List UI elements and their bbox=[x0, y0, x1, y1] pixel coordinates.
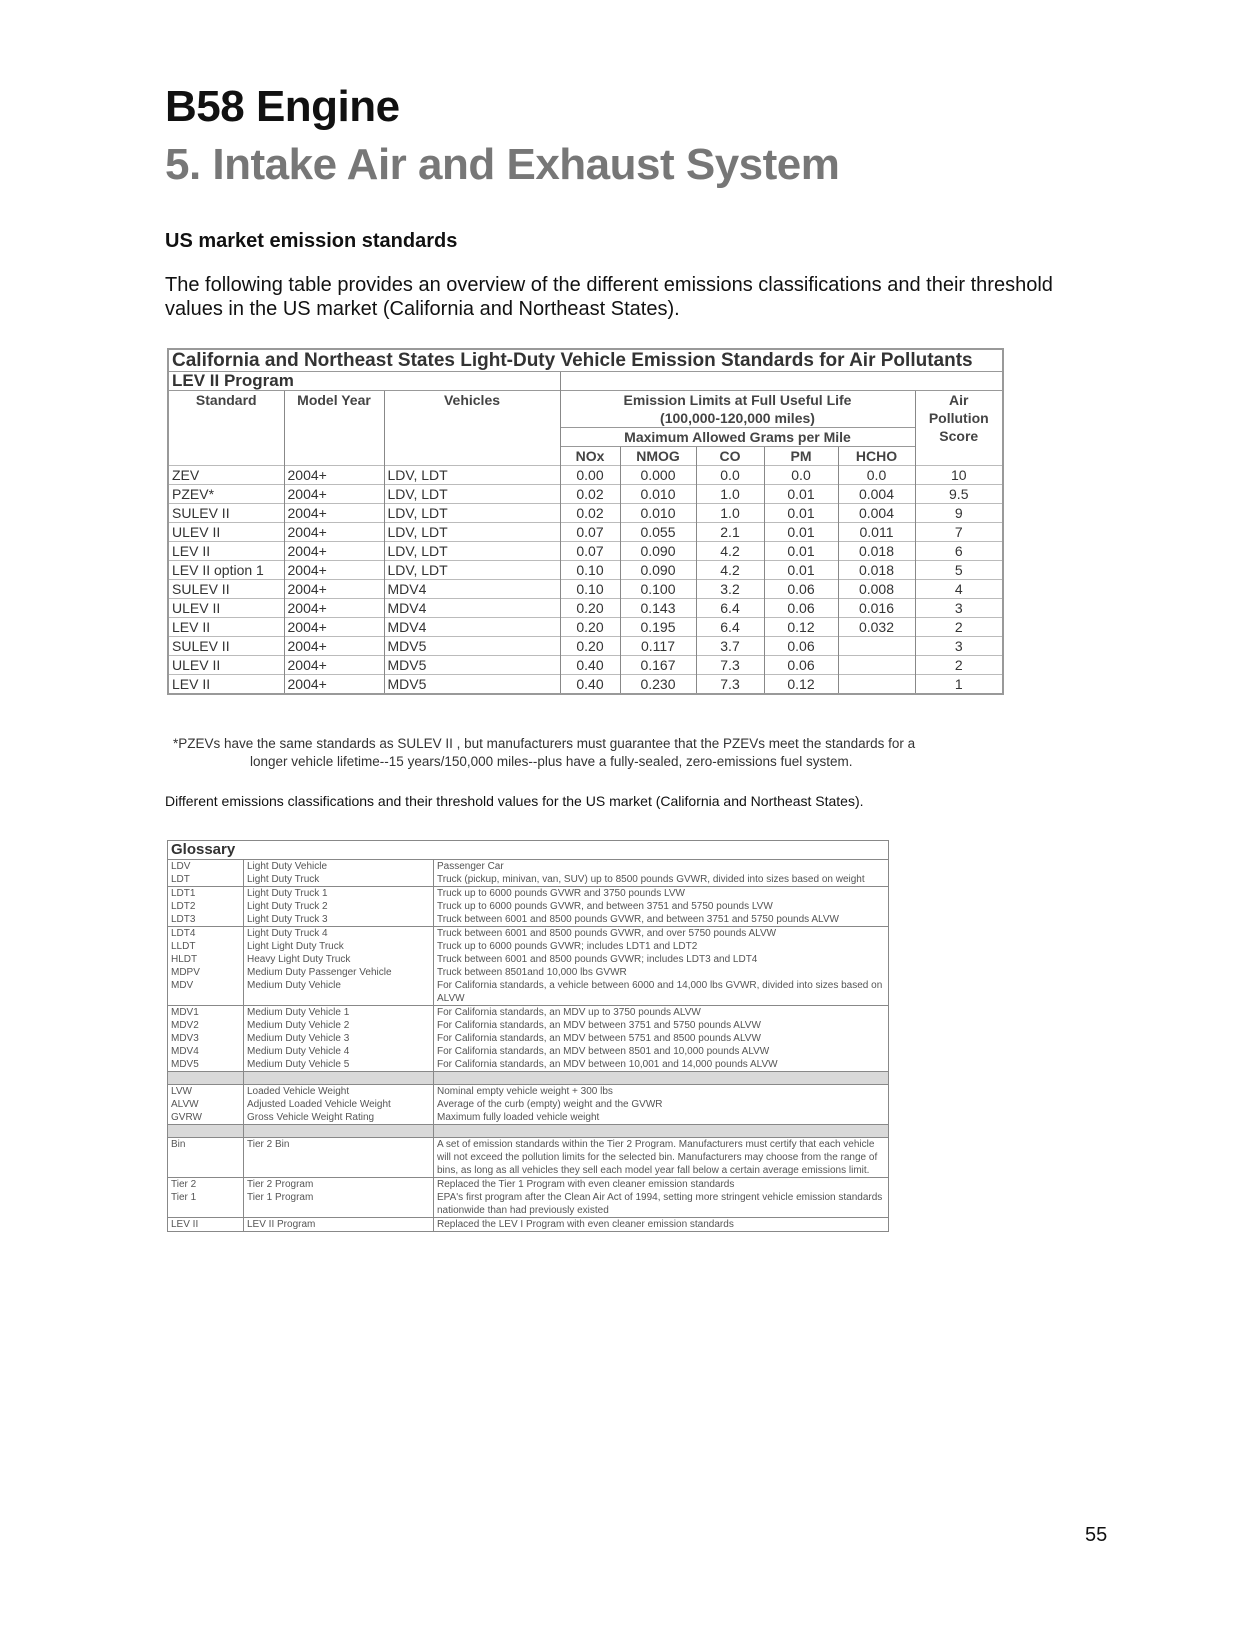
cell-score: 7 bbox=[915, 523, 1003, 542]
glossary-term: Light Light Duty Truck bbox=[244, 940, 434, 953]
glossary-term: LEV II Program bbox=[244, 1218, 434, 1232]
cell-model-year: 2004+ bbox=[284, 466, 384, 485]
cell-standard: ZEV bbox=[168, 466, 284, 485]
cell-nox: 0.02 bbox=[560, 504, 620, 523]
glossary-abbrev: MDV2 bbox=[171, 1020, 199, 1031]
glossary-row bbox=[168, 927, 889, 941]
col-nmog: NMOG bbox=[620, 447, 696, 466]
glossary-definition: Average of the curb (empty) weight and the GVWR bbox=[434, 1098, 889, 1111]
glossary-definition: Maximum fully loaded vehicle weight bbox=[434, 1111, 889, 1125]
footnote-line-2: longer vehicle lifetime--15 years/150,000 miles--plus have a fully-sealed, zero-emissions fuel system. bbox=[250, 754, 853, 769]
cell-nox: 0.10 bbox=[560, 580, 620, 599]
cell-standard: ULEV II bbox=[168, 599, 284, 618]
cell-score: 10 bbox=[915, 466, 1003, 485]
cell-pm: 0.06 bbox=[764, 637, 838, 656]
col-hcho: HCHO bbox=[838, 447, 915, 466]
cell-model-year: 2004+ bbox=[284, 618, 384, 637]
glossary-term: Light Duty Truck 2 bbox=[244, 900, 434, 913]
glossary-term: Medium Duty Vehicle 4 bbox=[244, 1045, 434, 1058]
cell-hcho: 0.004 bbox=[838, 504, 915, 523]
cell-model-year: 2004+ bbox=[284, 656, 384, 675]
cell-standard: SULEV II bbox=[168, 504, 284, 523]
glossary-row bbox=[168, 953, 889, 966]
glossary-abbrev: LDT bbox=[171, 874, 190, 885]
divider-cell bbox=[244, 1072, 434, 1085]
glossary-row bbox=[168, 1178, 889, 1192]
glossary-divider bbox=[168, 1072, 889, 1085]
cell-standard: ULEV II bbox=[168, 523, 284, 542]
cell-vehicles: MDV4 bbox=[384, 618, 560, 637]
table-title: California and Northeast States Light-Duty Vehicle Emission Standards for Air Pollutants bbox=[168, 349, 1003, 372]
cell-pm: 0.01 bbox=[764, 523, 838, 542]
table-row bbox=[168, 599, 1003, 618]
cell-nox: 0.07 bbox=[560, 542, 620, 561]
glossary-definition: For California standards, an MDV between 3751 and 5750 pounds ALVW bbox=[434, 1019, 889, 1032]
cell-vehicles: LDV, LDT bbox=[384, 523, 560, 542]
divider-cell bbox=[168, 1072, 244, 1085]
table-row bbox=[168, 618, 1003, 637]
cell-vehicles: LDV, LDT bbox=[384, 485, 560, 504]
glossary-definition: Truck between 6001 and 8500 pounds GVWR, and over 5750 pounds ALVW bbox=[434, 927, 889, 941]
cell-nmog: 0.055 bbox=[620, 523, 696, 542]
cell-pm: 0.01 bbox=[764, 542, 838, 561]
emission-standards-table bbox=[167, 348, 1004, 695]
cell-nox: 0.10 bbox=[560, 561, 620, 580]
cell-nox: 0.00 bbox=[560, 466, 620, 485]
cell-hcho bbox=[838, 656, 915, 675]
emission-standards-table-figure bbox=[167, 348, 1002, 695]
glossary-abbrev: LDT4 bbox=[168, 927, 244, 941]
glossary-row bbox=[168, 1006, 889, 1020]
glossary-row bbox=[168, 979, 889, 1006]
divider-cell bbox=[168, 1125, 244, 1138]
glossary-title: Glossary bbox=[171, 841, 236, 858]
section-heading: US market emission standards bbox=[165, 230, 458, 252]
cell-nmog: 0.000 bbox=[620, 466, 696, 485]
glossary-row bbox=[168, 1098, 889, 1111]
cell-co: 0.0 bbox=[696, 466, 764, 485]
glossary-definition: Passenger Car bbox=[434, 860, 889, 874]
cell-vehicles: LDV, LDT bbox=[384, 561, 560, 580]
glossary-definition: Truck up to 6000 pounds GVWR; includes LDT1 and LDT2 bbox=[434, 940, 889, 953]
chapter-title: 5. Intake Air and Exhaust System bbox=[165, 140, 840, 189]
cell-model-year: 2004+ bbox=[284, 580, 384, 599]
cell-vehicles: MDV5 bbox=[384, 656, 560, 675]
cell-vehicles: MDV4 bbox=[384, 580, 560, 599]
cell-score: 5 bbox=[915, 561, 1003, 580]
cell-vehicles: LDV, LDT bbox=[384, 542, 560, 561]
cell-nox: 0.20 bbox=[560, 637, 620, 656]
glossary-term: Medium Duty Vehicle 3 bbox=[244, 1032, 434, 1045]
glossary-abbrev: LDT2 bbox=[171, 901, 196, 912]
glossary-term: Light Duty Truck 4 bbox=[244, 927, 434, 941]
page-number: 55 bbox=[1085, 1524, 1108, 1546]
cell-hcho: 0.0 bbox=[838, 466, 915, 485]
glossary-term: Light Duty Truck bbox=[244, 873, 434, 887]
glossary-term: Tier 2 Program bbox=[244, 1178, 434, 1192]
cell-model-year: 2004+ bbox=[284, 485, 384, 504]
glossary-abbrev: LDV bbox=[168, 860, 244, 874]
table-row bbox=[168, 675, 1003, 695]
glossary-term: Adjusted Loaded Vehicle Weight bbox=[244, 1098, 434, 1111]
cell-co: 2.1 bbox=[696, 523, 764, 542]
cell-co: 3.2 bbox=[696, 580, 764, 599]
col-score-line1: Air bbox=[949, 392, 969, 408]
col-score bbox=[915, 391, 1003, 466]
cell-standard: SULEV II bbox=[168, 637, 284, 656]
glossary-row bbox=[168, 1032, 889, 1045]
cell-vehicles: MDV5 bbox=[384, 637, 560, 656]
glossary-row bbox=[168, 1191, 889, 1218]
cell-co: 7.3 bbox=[696, 656, 764, 675]
col-pm: PM bbox=[764, 447, 838, 466]
glossary-term: Tier 2 Bin bbox=[244, 1138, 434, 1178]
glossary-abbrev: GVRW bbox=[171, 1112, 202, 1123]
cell-co: 4.2 bbox=[696, 561, 764, 580]
program-label: LEV II Program bbox=[168, 372, 560, 391]
col-vehicles: Vehicles bbox=[384, 391, 560, 466]
glossary-row bbox=[168, 860, 889, 874]
figure-caption: Different emissions classifications and their threshold values for the US market (California and Northeast States). bbox=[165, 793, 864, 809]
cell-nmog: 0.230 bbox=[620, 675, 696, 695]
table-row bbox=[168, 580, 1003, 599]
cell-nmog: 0.195 bbox=[620, 618, 696, 637]
cell-model-year: 2004+ bbox=[284, 523, 384, 542]
cell-pm: 0.06 bbox=[764, 580, 838, 599]
glossary-term: Light Duty Vehicle bbox=[244, 860, 434, 874]
glossary-abbrev: LLDT bbox=[171, 941, 196, 952]
glossary-row bbox=[168, 940, 889, 953]
glossary-definition: Truck up to 6000 pounds GVWR, and between 3751 and 5750 pounds LVW bbox=[434, 900, 889, 913]
glossary-abbrev: LDT3 bbox=[171, 914, 196, 925]
table-row bbox=[168, 523, 1003, 542]
cell-pm: 0.12 bbox=[764, 618, 838, 637]
cell-nmog: 0.090 bbox=[620, 542, 696, 561]
cell-co: 6.4 bbox=[696, 599, 764, 618]
glossary-term: Medium Duty Vehicle 2 bbox=[244, 1019, 434, 1032]
cell-model-year: 2004+ bbox=[284, 561, 384, 580]
col-score-line3: Score bbox=[939, 428, 979, 444]
glossary-abbrev: Bin bbox=[168, 1138, 244, 1178]
col-score-line2: Pollution bbox=[928, 410, 989, 426]
cell-model-year: 2004+ bbox=[284, 675, 384, 695]
glossary-row bbox=[168, 873, 889, 887]
glossary-term: Medium Duty Vehicle 5 bbox=[244, 1058, 434, 1072]
col-limits-line1: Emission Limits at Full Useful Life bbox=[560, 391, 915, 410]
glossary-row bbox=[168, 1138, 889, 1178]
cell-standard: PZEV* bbox=[168, 485, 284, 504]
col-model-year: Model Year bbox=[284, 391, 384, 466]
cell-co: 7.3 bbox=[696, 675, 764, 695]
glossary-definition: For California standards, an MDV up to 3750 pounds ALVW bbox=[434, 1006, 889, 1020]
cell-score: 6 bbox=[915, 542, 1003, 561]
cell-vehicles: LDV, LDT bbox=[384, 504, 560, 523]
cell-model-year: 2004+ bbox=[284, 504, 384, 523]
cell-nox: 0.20 bbox=[560, 618, 620, 637]
intro-paragraph: The following table provides an overview of the different emissions classifications and their threshold values in the US market (California and Northeast States). bbox=[165, 274, 1053, 320]
cell-nmog: 0.010 bbox=[620, 485, 696, 504]
cell-pm: 0.01 bbox=[764, 504, 838, 523]
col-nox: NOx bbox=[560, 447, 620, 466]
glossary-term: Light Duty Truck 1 bbox=[244, 887, 434, 901]
cell-nmog: 0.143 bbox=[620, 599, 696, 618]
glossary-definition: Truck between 6001 and 8500 pounds GVWR; includes LDT3 and LDT4 bbox=[434, 953, 889, 966]
cell-score: 9 bbox=[915, 504, 1003, 523]
glossary-definition: A set of emission standards within the Tier 2 Program. Manufacturers must certify that each vehicle will not exceed the pollution limits for the selected bin. Manufacturers may choose from the range of bins, as long as all vehicles they sell each model year fall below a certain average emissions limit. bbox=[434, 1138, 889, 1178]
cell-nox: 0.40 bbox=[560, 675, 620, 695]
cell-co: 3.7 bbox=[696, 637, 764, 656]
cell-co: 6.4 bbox=[696, 618, 764, 637]
glossary-definition: Truck up to 6000 pounds GVWR and 3750 pounds LVW bbox=[434, 887, 889, 901]
cell-score: 2 bbox=[915, 656, 1003, 675]
cell-nmog: 0.010 bbox=[620, 504, 696, 523]
cell-standard: LEV II bbox=[168, 618, 284, 637]
divider-cell bbox=[244, 1125, 434, 1138]
cell-pm: 0.06 bbox=[764, 599, 838, 618]
glossary-abbrev: MDV4 bbox=[171, 1046, 199, 1057]
glossary-definition: Truck (pickup, minivan, van, SUV) up to 8500 pounds GVWR, divided into sizes based on weight bbox=[434, 873, 889, 887]
glossary-definition: Truck between 8501and 10,000 lbs GVWR bbox=[434, 966, 889, 979]
cell-hcho bbox=[838, 675, 915, 695]
glossary-abbrev: Tier 1 bbox=[171, 1192, 197, 1203]
glossary-definition: Truck between 6001 and 8500 pounds GVWR, and between 3751 and 5750 pounds ALVW bbox=[434, 913, 889, 927]
cell-standard: LEV II bbox=[168, 675, 284, 695]
glossary-definition: Replaced the LEV I Program with even cleaner emission standards bbox=[434, 1218, 889, 1232]
glossary-definition: For California standards, an MDV between 10,001 and 14,000 pounds ALVW bbox=[434, 1058, 889, 1072]
cell-co: 1.0 bbox=[696, 504, 764, 523]
divider-cell bbox=[434, 1125, 889, 1138]
glossary-term: Loaded Vehicle Weight bbox=[244, 1085, 434, 1099]
glossary-abbrev: HLDT bbox=[171, 954, 198, 965]
glossary-row bbox=[168, 1085, 889, 1099]
cell-vehicles: LDV, LDT bbox=[384, 466, 560, 485]
cell-hcho: 0.032 bbox=[838, 618, 915, 637]
glossary-row bbox=[168, 1218, 889, 1232]
cell-vehicles: MDV4 bbox=[384, 599, 560, 618]
cell-score: 2 bbox=[915, 618, 1003, 637]
cell-score: 1 bbox=[915, 675, 1003, 695]
glossary-definition: Replaced the Tier 1 Program with even cleaner emission standards bbox=[434, 1178, 889, 1192]
cell-hcho: 0.018 bbox=[838, 542, 915, 561]
glossary-term: Heavy Light Duty Truck bbox=[244, 953, 434, 966]
glossary-abbrev: MDV5 bbox=[171, 1059, 199, 1070]
cell-hcho: 0.011 bbox=[838, 523, 915, 542]
cell-standard: LEV II bbox=[168, 542, 284, 561]
table-row bbox=[168, 542, 1003, 561]
cell-score: 3 bbox=[915, 637, 1003, 656]
glossary-row bbox=[168, 1045, 889, 1058]
glossary-abbrev: MDV3 bbox=[171, 1033, 199, 1044]
cell-nox: 0.20 bbox=[560, 599, 620, 618]
glossary-divider bbox=[168, 1125, 889, 1138]
glossary-term: Medium Duty Vehicle bbox=[244, 979, 434, 1006]
glossary-row bbox=[168, 1111, 889, 1125]
cell-nmog: 0.117 bbox=[620, 637, 696, 656]
document-title: B58 Engine bbox=[165, 82, 400, 131]
table-row bbox=[168, 485, 1003, 504]
glossary-definition: For California standards, an MDV between 8501 and 10,000 pounds ALVW bbox=[434, 1045, 889, 1058]
col-standard: Standard bbox=[168, 391, 284, 466]
col-co: CO bbox=[696, 447, 764, 466]
cell-hcho bbox=[838, 637, 915, 656]
cell-vehicles: MDV5 bbox=[384, 675, 560, 695]
cell-nmog: 0.090 bbox=[620, 561, 696, 580]
glossary-row bbox=[168, 887, 889, 901]
glossary-abbrev: LVW bbox=[168, 1085, 244, 1099]
glossary-body bbox=[168, 841, 889, 1232]
cell-pm: 0.0 bbox=[764, 466, 838, 485]
cell-co: 4.2 bbox=[696, 542, 764, 561]
glossary-row bbox=[168, 913, 889, 927]
cell-pm: 0.06 bbox=[764, 656, 838, 675]
glossary-row bbox=[168, 1019, 889, 1032]
table-row bbox=[168, 656, 1003, 675]
glossary-term: Medium Duty Vehicle 1 bbox=[244, 1006, 434, 1020]
glossary-abbrev: ALVW bbox=[171, 1099, 199, 1110]
cell-hcho: 0.008 bbox=[838, 580, 915, 599]
glossary-figure bbox=[167, 840, 888, 1232]
cell-nmog: 0.167 bbox=[620, 656, 696, 675]
cell-pm: 0.01 bbox=[764, 485, 838, 504]
glossary-abbrev: MDPV bbox=[171, 967, 200, 978]
program-spacer bbox=[560, 372, 1003, 391]
cell-model-year: 2004+ bbox=[284, 599, 384, 618]
glossary-definition: Nominal empty vehicle weight + 300 lbs bbox=[434, 1085, 889, 1099]
table-row bbox=[168, 561, 1003, 580]
glossary-row bbox=[168, 966, 889, 979]
glossary-table bbox=[167, 840, 889, 1232]
cell-score: 9.5 bbox=[915, 485, 1003, 504]
glossary-row bbox=[168, 1058, 889, 1072]
glossary-abbrev: LEV II bbox=[168, 1218, 244, 1232]
glossary-abbrev: LDT1 bbox=[168, 887, 244, 901]
table-row bbox=[168, 637, 1003, 656]
cell-nox: 0.07 bbox=[560, 523, 620, 542]
cell-standard: SULEV II bbox=[168, 580, 284, 599]
glossary-definition: EPA's first program after the Clean Air Act of 1994, setting more stringent vehicle emission standards nationwide than had previously existed bbox=[434, 1191, 889, 1218]
cell-nox: 0.02 bbox=[560, 485, 620, 504]
glossary-term: Medium Duty Passenger Vehicle bbox=[244, 966, 434, 979]
cell-model-year: 2004+ bbox=[284, 542, 384, 561]
cell-co: 1.0 bbox=[696, 485, 764, 504]
glossary-definition: For California standards, an MDV between 5751 and 8500 pounds ALVW bbox=[434, 1032, 889, 1045]
cell-score: 3 bbox=[915, 599, 1003, 618]
glossary-row bbox=[168, 900, 889, 913]
glossary-abbrev: MDV1 bbox=[168, 1006, 244, 1020]
cell-model-year: 2004+ bbox=[284, 637, 384, 656]
cell-nmog: 0.100 bbox=[620, 580, 696, 599]
cell-hcho: 0.004 bbox=[838, 485, 915, 504]
glossary-abbrev: MDV bbox=[171, 980, 194, 991]
cell-hcho: 0.018 bbox=[838, 561, 915, 580]
cell-standard: LEV II option 1 bbox=[168, 561, 284, 580]
glossary-abbrev: Tier 2 bbox=[168, 1178, 244, 1192]
cell-pm: 0.01 bbox=[764, 561, 838, 580]
col-limits-line2: (100,000-120,000 miles) bbox=[560, 409, 915, 428]
cell-pm: 0.12 bbox=[764, 675, 838, 695]
cell-score: 4 bbox=[915, 580, 1003, 599]
cell-nox: 0.40 bbox=[560, 656, 620, 675]
col-limits-line3: Maximum Allowed Grams per Mile bbox=[560, 428, 915, 447]
glossary-term: Tier 1 Program bbox=[244, 1191, 434, 1218]
divider-cell bbox=[434, 1072, 889, 1085]
glossary-term: Light Duty Truck 3 bbox=[244, 913, 434, 927]
emission-table-body bbox=[168, 466, 1003, 695]
footnote-line-1: *PZEVs have the same standards as SULEV II , but manufacturers must guarantee that the PZEVs meet the standards for a bbox=[173, 736, 916, 751]
table-row bbox=[168, 504, 1003, 523]
table-row bbox=[168, 466, 1003, 485]
glossary-term: Gross Vehicle Weight Rating bbox=[244, 1111, 434, 1125]
cell-standard: ULEV II bbox=[168, 656, 284, 675]
glossary-definition: For California standards, a vehicle between 6000 and 14,000 lbs GVWR, divided into sizes based on ALVW bbox=[434, 979, 889, 1006]
table-footnote bbox=[173, 735, 1013, 771]
cell-hcho: 0.016 bbox=[838, 599, 915, 618]
